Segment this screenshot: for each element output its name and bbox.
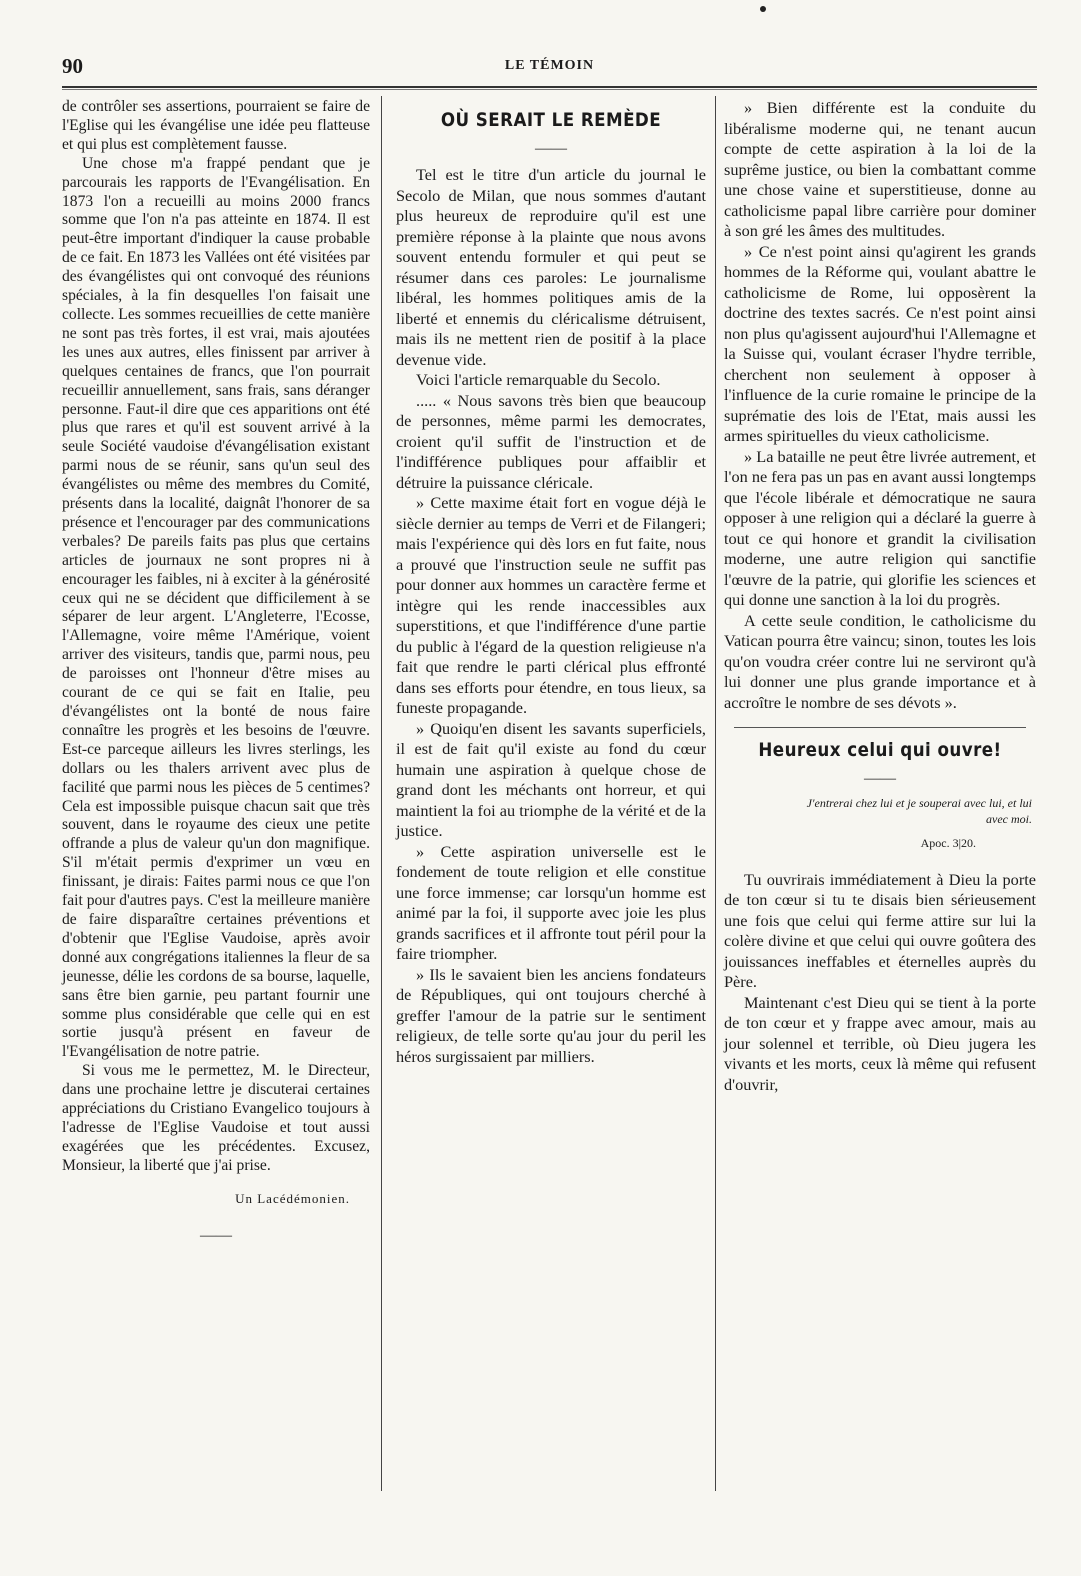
paragraph: » Cette maxime était fort en vogue déjà le siècle dernier au temps de Verri et de Filangeri; mais l'expérience qui dès lors en fut faite, nous a prouvé que l'instruction seule ne suffit pas pour donner aux hommes un caractère ferme et intègre qui les rende inaccessibles aux superstitions, et que l'indifférence d'une partie du public à l'égard de la question religieuse n'a fait que rendre le parti clérical plus effronté dans ses efforts pour étendre, en tous lieux, sa funeste propagande.	[396, 493, 706, 717]
column-right	[724, 98, 1036, 1095]
paragraph: » Cette aspiration universelle est le fondement de toute religion et elle constitue une force immense; car lorsqu'un homme est animé par la foi, il supporte avec joie les plus grands sacrifices et il affronte tout péril pour la faire triompher.	[396, 841, 706, 963]
header-rule	[62, 86, 1037, 88]
epigraph: J'entrerai chez lui et je souperai avec lui, et lui avec moi.	[806, 796, 1032, 826]
epigraph-reference: Apoc. 3|20.	[920, 836, 976, 850]
paragraph: Si vous me le permettez, M. le Directeur, dans une prochaine lettre je discuterai certaines appréciations du Cristiano Evangelico toujours à l'adresse de l'Eglise Vaudoise et tout aussi exagérées que les précédentes. Excusez, Monsieur, la liberté que j'ai prise.	[62, 1062, 370, 1174]
paragraph: Tu ouvrirais immédiatement à Dieu la porte de ton cœur si tu te disais bien sérieusement une fois que celui qui ferme attire sur lui la colère divine et que celui qui ouvre goûtera des jouissances ineffables et éternelles auprès du Père.	[724, 869, 1036, 991]
paragraph: » Bien différente est la conduite du libéralisme moderne qui, ne tenant aucun compte de cette aspiration à la loi de la suprême justice, ou bien la combattant comme une chose vaine et superstitieuse, donne au catholicisme papal libre carrière pour dominer à son gré les âmes des multitudes.	[724, 98, 1036, 240]
end-mark: ——	[200, 1226, 232, 1244]
ink-speck	[760, 6, 766, 12]
page-number: 90	[62, 54, 83, 78]
column-divider	[715, 96, 716, 1491]
paragraph: ..... « Nous savons très bien que beaucoup de personnes, même parmi les democrates, croient qu'il suffit de l'instruction et de l'indifférence publiques pour affaiblir et détruire la puissance cléricale.	[396, 390, 706, 492]
paragraph: » Ce n'est point ainsi qu'agirent les grands hommes de la Réforme qui, voulant abattre le catholicisme de Rome, lui opposèrent la doctrine des textes sacrés. Ce n'est point ainsi non plus qu'agissent aujourd'hui l'Allemagne et la Suisse qui, voulant écraser l'hydre terrible, cherchent non seulement à opposer à l'influence de la curie romaine le principe de la suprématie des lois de l'Etat, mais aussi les armes spirituelles du vieux catholicisme.	[724, 241, 1036, 445]
column-divider	[381, 96, 382, 1491]
signature: Un Lacédémonien.	[235, 1190, 350, 1206]
title-dash: ——	[535, 139, 567, 157]
header-rule-thin	[62, 89, 1037, 90]
article-title: OÙ SERAIT LE REMÈDE	[440, 109, 662, 131]
paragraph: A cette seule condition, le catholicisme du Vatican pourra être vaincu; sinon, toutes les lois qu'on voudra créer contre lui ne serviront qu'à lui donner une plus grande importance et à accroître le nombre de ses dévots ».	[724, 610, 1036, 712]
paragraph: de contrôler ses assertions, pourraient se faire de l'Eglise qui les évangélise une idée peu flatteuse et qui plus est complètement fausse.	[62, 98, 370, 153]
page-header	[62, 52, 1037, 86]
article-title: Heureux celui qui ouvre!	[758, 739, 1002, 761]
paragraph: Maintenant c'est Dieu qui se tient à la porte de ton cœur et y frappe avec amour, mais au jour solennel et terrible, où Dieu jugera les vivants et les morts, ceux là même qui refusent d'ouvrir,	[724, 992, 1036, 1094]
paragraph: Une chose m'a frappé pendant que je parcourais les rapports de l'Evangélisation. En 1873 l'on a recueilli au moins 2000 francs somme que l'on n'a pas atteinte en 1874. Il est peut-être important d'indiquer la cause probable de ce fait. En 1873 les Vallées ont été visitées par des évangélistes qui ont convoqué des réunions spéciales, à la fin desquelles l'on faisait une collecte. Les sommes recueillies de cette manière ne sont pas très fortes, il est vrai, mais ajoutées les unes aux autres, elles finissent par arriver à quelques centaines de francs, que l'on pourrait recueillir annuellement, sans frais, sans déranger personne. Faut-il dire que ces apparitions ont été plus que rares et qu'il est souvent arrivé à la seule Société vaudoise d'évangélisation existant parmi nous de se réunir, sans qu'un seul des évangélistes ou même des membres du Comité, présents dans la localité, daignât l'honorer de sa présence et l'encourager par des communications verbales? De pareils faits pas plus que certains articles de journaux ne sont propres ni à encourager les faibles, ni à exciter à la générosité ceux qui ne se décident que difficilement à se séparer de leur argent. L'Angleterre, l'Ecosse, l'Allemagne, voire même l'Amérique, voient arriver des visiteurs, tandis que, parmi nous, peu de paroisses ont l'honneur d'être mises au courant de ce qui se fait en Italie, peu d'évangélistes ont la bonté de nous faire connaître les progrès et les besoins de l'œuvre. Est-ce parceque ailleurs les livres sterlings, les dollars ou les thalers arrivent avec plus de facilité que parmi nous les pièces de 5 centimes? Cela est impossible puisque chacun sait que très souvent, dans le royaume des cieux une petite offrande a plus de valeur qu'un don magnifique. S'il m'était permis d'exprimer un vœu en finissant, je dirais: Faites parmi nous ce que l'on fait pour d'autres pays. C'est la meilleure manière de faire disparaître certaines préventions et d'obtenir que l'Eglise Vaudoise, après avoir donné aux congrégations italiennes la fleur de sa jeunesse, délie les cordons de sa bourse, laquelle, sans être bien garnie, peu partant fournir une somme plus considérable que celle qui en est sortie jusqu'à présent en faveur de l'Evangélisation de notre patrie.	[62, 154, 370, 1061]
paragraph: Tel est le titre d'un article du journal le Secolo de Milan, que nous sommes d'autant plus heureux de reproduire qu'il est une première réponse à la plainte que nous avons souvent entendu formuler et qui peut se résumer dans ces paroles: Le journalisme libéral, les hommes politiques amis de la liberté et ennemis du cléricalisme détruisent, mais ils ne mettent rien de positif à la place devenue vide.	[396, 165, 706, 369]
journal-name: LE TÉMOIN	[504, 58, 595, 73]
column-middle	[396, 98, 706, 1067]
section-separator	[734, 727, 1026, 728]
paragraph: Voici l'article remarquable du Secolo.	[416, 370, 661, 389]
paragraph: » Ils le savaient bien les anciens fondateurs de Républiques, qui ont toujours cherché à greffer l'amour de la patrie sur le sentiment religieux, de telle sorte qu'au jour du peril les héros surgissaient par milliers.	[396, 964, 706, 1066]
title-dash: ——	[864, 769, 896, 787]
column-left	[62, 98, 370, 1245]
paragraph: » La bataille ne peut être livrée autrement, et l'on ne fera pas un pas en avant aussi longtemps que l'école libérale et démocratique ne saura opposer à une religion qui a déclaré la guerre à tout ce qui honore et grandit la civilisation moderne, une autre religion qui sanctifie l'œuvre de la patrie, qui glorifie les sciences et qui donne une sanction à la loi du progrès.	[724, 446, 1036, 609]
paragraph: » Quoiqu'en disent les savants superficiels, il est de fait qu'il existe au fond du cœur humain une aspiration à quelque chose de grand dont les méchants ont horreur, et qui maintient la foi au triomphe de la vérité et de la justice.	[396, 718, 706, 840]
